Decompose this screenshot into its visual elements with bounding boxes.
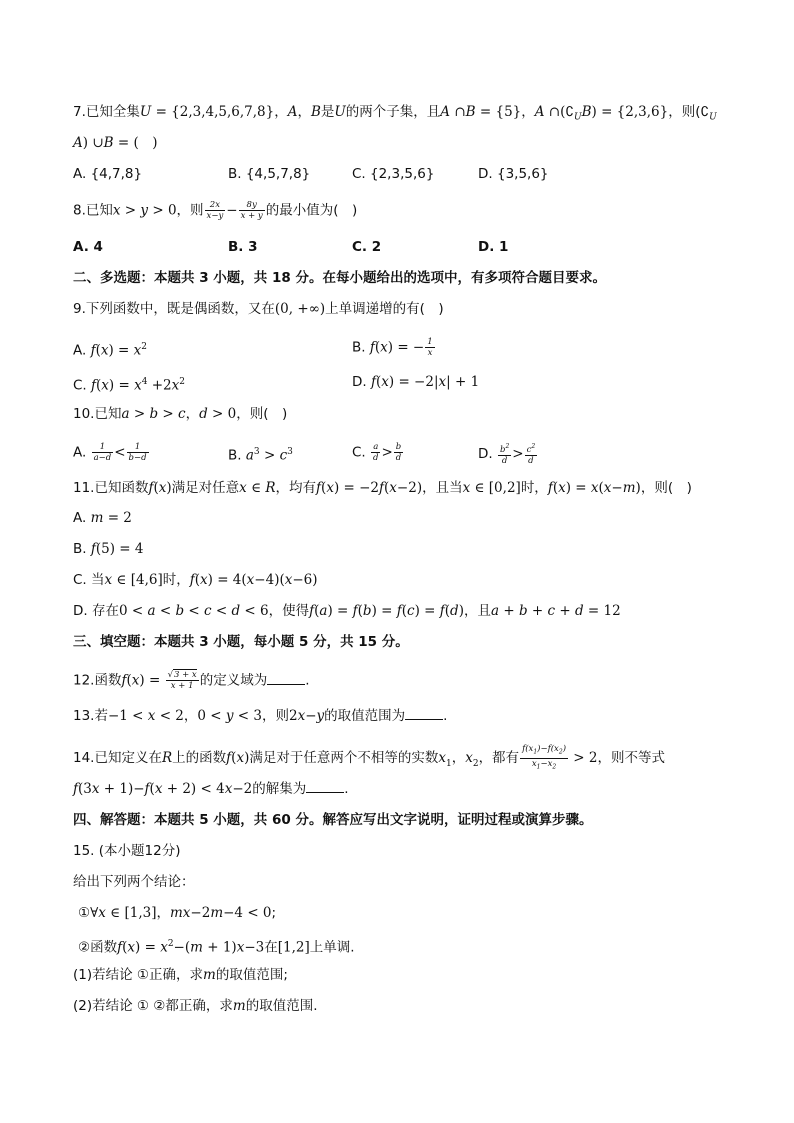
q10-option-d: D. $\frac{b^2}{d}$ > $\frac{c^2}{d}$	[478, 443, 536, 466]
text: .	[305, 672, 310, 689]
math: c	[178, 406, 186, 422]
q9-option-a: A. $f(x) = x^2$	[73, 342, 148, 359]
text: ②函数	[78, 939, 118, 956]
math: x	[558, 480, 566, 496]
text: ，	[185, 406, 200, 422]
text: 满足对任意	[171, 480, 240, 496]
text: ，则	[176, 202, 204, 219]
q11-option-d: D. 存在0 < a < b < c < d < 6，使得f(a) = f(b) = f(c) = f(d)，且a + b + c + d = 12	[73, 603, 621, 619]
text: ，使得	[268, 603, 310, 619]
text: = ( )	[117, 135, 158, 151]
q8-option-c: C. 2	[352, 239, 382, 255]
question-number: 14.	[73, 750, 95, 767]
text: 已知	[94, 406, 122, 422]
answer-blank[interactable]	[267, 672, 305, 685]
q7-option-a: A. {4,7,8}	[73, 166, 143, 182]
question-7	[73, 102, 717, 128]
question-number: 8.	[73, 202, 86, 219]
text: 上单调.	[309, 939, 355, 956]
q7-option-c: C. {2,3,5,6}	[352, 166, 435, 182]
text: 的两个子集，且	[345, 104, 441, 120]
text: ，则( )	[640, 480, 692, 496]
q8-option-b: B. 3	[228, 239, 258, 255]
question-14: 14.已知定义在R上的函数f(x)满足对于任意两个不相等的实数$x_1$，$x_2$，都有 $\frac{f(x_1)-f(x_2)}{x_1-x_2}$ > 2，则不等式	[73, 744, 665, 771]
text: .	[344, 781, 349, 797]
text: ，且	[463, 603, 491, 619]
math: a	[121, 406, 130, 422]
question-15-conclusion-2: ②函数$f(x) = x^2-(m + 1)x-3$在[1,2]上单调.	[78, 939, 355, 956]
math-set: = {2,3,6}	[601, 104, 669, 120]
question-number: 12.	[73, 672, 95, 689]
math: d	[199, 406, 208, 422]
question-14-cont: f(3x + 1)−f(x + 2) < 4x−2的解集为 .	[73, 781, 349, 797]
text: ，	[274, 104, 288, 120]
math: A	[73, 135, 83, 151]
question-7-cont	[73, 133, 158, 153]
math: )	[82, 135, 89, 151]
text: 上单调递增的有( )	[325, 301, 444, 317]
fraction: $\frac{f(x_1)-f(x_2)}{x_1-x_2}$	[522, 744, 567, 771]
math: x	[389, 480, 397, 496]
math: x	[326, 480, 334, 496]
math: f	[547, 480, 553, 496]
text: 时，	[162, 572, 190, 588]
math: ∩	[454, 104, 466, 120]
q7-option-b: B. {4,5,7,8}	[228, 166, 311, 182]
math-set: = {2,3,4,5,6,7,8}	[155, 104, 275, 120]
math: f	[379, 480, 385, 496]
text: .	[443, 708, 448, 724]
math: R	[265, 480, 276, 496]
math: $∁_U$	[700, 104, 717, 123]
text: 在	[264, 939, 278, 956]
math: x	[239, 480, 247, 496]
math: A	[440, 104, 451, 120]
q11-option-b: B. f(5) = 4	[73, 541, 144, 557]
text: ，	[521, 104, 535, 120]
q8-option-a: A. 4	[73, 239, 103, 255]
math: x	[112, 202, 121, 219]
section-4-heading: 四、解答题：本题共 5 小题，共 60 分。解答应写出文字说明，证明过程或演算步骤。	[73, 812, 593, 828]
section-3-heading: 三、填空题：本题共 3 小题，每小题 5 分，共 15 分。	[73, 634, 409, 650]
math: U	[139, 104, 152, 120]
math: ) =	[565, 480, 591, 496]
math: $\cap(∁_U$	[548, 104, 582, 123]
text: ，都有	[478, 750, 520, 767]
math: y	[140, 202, 149, 219]
q8-option-d: D. 1	[478, 239, 509, 255]
math: )	[635, 480, 641, 496]
q10-option-a: A. $\frac{1}{a-d}$ < $\frac{1}{b-d}$	[73, 442, 147, 463]
text: ，则( )	[236, 406, 288, 422]
math: −	[611, 480, 623, 496]
math: >	[158, 406, 179, 422]
answer-blank[interactable]	[306, 780, 344, 793]
q11-option-c: C. 当x ∈ [4,6]时，f(x) = 4(x−4)(x−6)	[73, 572, 318, 588]
math: > 0	[148, 202, 177, 219]
text: ;	[271, 905, 277, 921]
q9-option-c: C. $f(x) = x^4 +2x^2$	[73, 377, 186, 394]
answer-blank[interactable]	[405, 707, 443, 720]
text: ，则不等式	[597, 750, 665, 767]
math: ∈ [0,2]	[470, 480, 521, 496]
question-11	[73, 478, 692, 498]
text: 已知函数	[94, 480, 149, 496]
text: 的取值范围;	[215, 967, 288, 983]
text: 上的函数	[172, 750, 227, 767]
text: ，则	[262, 708, 289, 724]
math: −	[226, 202, 238, 219]
question-9	[73, 299, 444, 319]
math: x	[590, 480, 599, 496]
text: 的取值范围.	[245, 998, 318, 1014]
text: 已知	[85, 202, 113, 219]
text: (1)若结论 ①正确，求	[73, 967, 204, 983]
math: x	[462, 480, 471, 496]
text: 下列函数中，既是偶函数，又在	[85, 301, 275, 317]
text: ，	[451, 750, 466, 767]
text: 时，	[520, 480, 548, 496]
math: (	[552, 480, 559, 496]
math: (	[384, 480, 390, 496]
section-2-heading: 二、多选题：本题共 3 小题，共 18 分。在每小题给出的选项中，有多项符合题目要求。	[73, 270, 606, 286]
math: B	[310, 104, 321, 120]
text: ，且当	[422, 480, 463, 496]
math: B	[465, 104, 476, 120]
text: ，	[297, 104, 311, 120]
text: ①	[78, 905, 91, 921]
q10-option-c: C. $\frac{a}{d}$ > $\frac{b}{d}$	[352, 442, 402, 463]
text: 已知定义在	[94, 750, 162, 767]
text: 的最小值为( )	[265, 202, 358, 219]
math: U	[334, 104, 346, 120]
math-set: = {5}	[479, 104, 522, 120]
question-8	[73, 200, 357, 221]
text: 已知全集	[85, 104, 140, 120]
math: x	[158, 480, 167, 496]
math: f	[316, 480, 322, 496]
math: (	[153, 480, 159, 496]
math: >	[129, 406, 150, 422]
q11-option-a: A. m = 2	[73, 510, 132, 526]
question-number: 9.	[73, 301, 86, 317]
text: 的解集为	[252, 781, 307, 797]
math: )	[166, 480, 172, 496]
fraction: $\frac{2x}{x-y}$	[206, 200, 224, 221]
text: ，则(	[668, 104, 701, 120]
math: (	[321, 480, 327, 496]
question-15-part-1: (1)若结论 ①正确，求m的取值范围;	[73, 967, 288, 983]
question-12: 12.函数f(x) = $\frac{√3 + x}{x + 1}$ 的定义域为 .	[73, 670, 310, 691]
math: ∈	[246, 480, 266, 496]
math: x	[603, 480, 612, 496]
question-number: 7.	[73, 104, 86, 120]
math: f	[148, 480, 154, 496]
question-15-intro: 给出下列两个结论：	[73, 874, 195, 890]
math: > 0	[207, 406, 237, 422]
q10-option-b: B. $a^3 > c^3$	[228, 447, 293, 464]
text: ，	[183, 708, 198, 724]
math: −2)	[396, 480, 423, 496]
math: ∪	[92, 135, 104, 151]
math: m	[622, 480, 636, 496]
text: (2)若结论 ① ②都正确，求	[73, 998, 233, 1014]
math: (	[598, 480, 604, 496]
math: )	[591, 104, 597, 120]
text: D. 存在	[73, 603, 119, 619]
text: C. 当	[73, 572, 105, 588]
math-interval: (0, +∞)	[274, 301, 326, 317]
math: B	[581, 104, 592, 120]
text: 函数	[94, 672, 122, 689]
question-15-conclusion-1: ①∀x ∈ [1,3]，mx−2m−4 < 0;	[78, 905, 277, 921]
math: A	[287, 104, 298, 120]
question-13: 13.若−1 < x < 2，0 < y < 3，则2x−y的取值范围为 .	[73, 708, 448, 724]
text: 若	[94, 708, 108, 724]
question-10	[73, 404, 287, 424]
question-15-heading: 15. (本小题12分)	[73, 843, 181, 859]
text: 的定义域为	[199, 672, 268, 689]
question-number: 13.	[73, 708, 95, 724]
text: ，均有	[275, 480, 317, 496]
math: b	[149, 406, 159, 422]
fraction: $\frac{8y}{x + y}$	[240, 200, 263, 221]
q9-option-b: B. f(x) = − $\frac{1}{x}$	[352, 337, 433, 358]
math: A	[534, 104, 545, 120]
question-number: 11.	[73, 480, 95, 496]
q9-option-d: D. f(x) = −2|x| + 1	[352, 374, 480, 390]
question-number: 10.	[73, 406, 95, 422]
question-15-part-2: (2)若结论 ① ②都正确，求m的取值范围.	[73, 998, 318, 1014]
math: B	[103, 135, 114, 151]
text: 的取值范围为	[324, 708, 406, 724]
math: ) = −2	[333, 480, 380, 496]
text: 满足对于任意两个不相等的实数	[249, 750, 439, 767]
fraction: $\frac{√3 + x}{x + 1}$	[167, 670, 197, 691]
math: >	[120, 202, 141, 219]
q7-option-d: D. {3,5,6}	[478, 166, 549, 182]
text: 是	[320, 104, 335, 120]
